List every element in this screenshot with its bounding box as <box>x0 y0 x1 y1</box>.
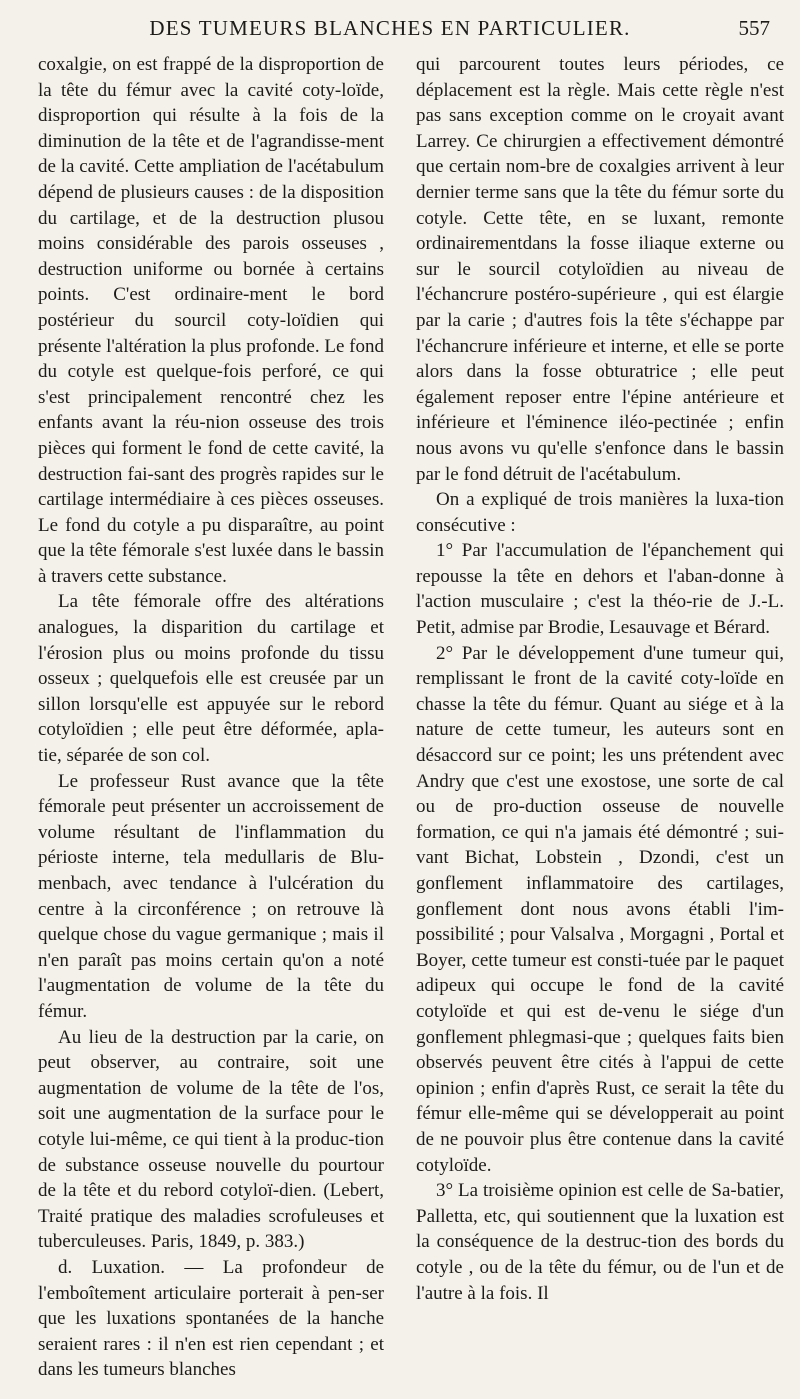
page-header <box>60 10 780 50</box>
paragraph: 1° Par l'accumulation de l'épanchement qui repousse la tête en dehors et l'aban-donne à l'action musculaire ; c'est la théo-rie de J.-L. Petit, admise par Brodie, Lesauvage et Bérard. <box>416 540 784 639</box>
paragraph: 2° Par le développement d'une tumeur qui, remplissant le front de la cavité coty-loïde en chasse la tête du fémur. Quant au siége et à la nature de cette tumeur, les auteurs sont en désaccord sur ce point; les uns prétendent avec Andry que c'est une exostose, une sorte de cal ou de pro-duction osseuse de nouvelle formation, ce qui n'a jamais été démontré ; sui-vant Bichat, Lobstein , Dzondi, c'est un gonflement inflammatoire des cartilages, gonflement dont nous avons établi l'im-possibilité ; pour Valsalva , Morgagni , Portal et Boyer, cette tumeur est consti-tuée par le paquet adipeux qui occupe le fond de la cavité cotyloïde et qui est de-venu le siége d'un gonflement phlegmasi-que ; quelques faits bien observés peuvent être cités à l'appui de cette opinion ; enfin d'après Rust, ce serait la tête du fémur elle-même qui se développerait au point de ne pouvoir plus être contenue dans la cavité cotyloïde. <box>416 642 784 1176</box>
paragraph: Au lieu de la destruction par la carie, on peut observer, au contraire, soit une augmentation de volume de la tête de l'os, soit une augmentation de la surface pour le cotyle lui-même, ce qui tient à la produc-tion de substance osseuse nouvelle du pourtour de la tête et du rebord cotyloï-dien. (Lebert, Traité pratique des maladies scrofuleuses et tuberculeuses. Paris, 1849, p. 383.) <box>38 1026 384 1253</box>
paragraph: 3° La troisième opinion est celle de Sa-batier, Palletta, etc, qui soutiennent que la luxation est la conséquence de la destruc-tion des bords du cotyle , ou de la tête du fémur, ou de l'un et de l'autre à la fois. Il <box>416 1180 784 1304</box>
right-column <box>416 52 784 1306</box>
paragraph: qui parcourent toutes leurs périodes, ce déplacement est la règle. Mais cette règle n'est pas sans exception comme on le croyait avant Larrey. Ce chirurgien a effectivement démontré que certain nom-bre de coxalgies arrivent à leur dernier terme sans que la tête du fémur sorte du cotyle. Cette tête, en se luxant, remonte ordinairementdans la fosse iliaque externe ou sur le sourcil cotyloïdien au niveau de l'échancrure postéro-supérieure , qui est élargie par la carie ; d'autres fois la tête s'échappe par l'échancrure inférieure et interne, et elle se porte alors dans la fosse obturatrice ; elle peut également reposer entre l'épine antérieure et inférieure et l'éminence iléo-pectinée ; enfin nous avons vu qu'elle s'enfonce dans le bassin par le fond détruit de l'acétabulum. <box>416 54 784 485</box>
paragraph: coxalgie, on est frappé de la disproportion de la tête du fémur avec la cavité coty-loïde, disproportion qui résulte à la fois de la diminution de la tête et de l'agrandisse-ment de la cavité. Cette ampliation de l'acétabulum dépend de plusieurs causes : de la disposition du cartilage, et de la destruction plusou moins considérable des parois osseuses , destruction uniforme ou bornée à certains points. C'est ordinaire-ment le bord postérieur du sourcil coty-loïdien qui présente l'altération la plus profonde. Le fond du cotyle est quelque-fois perforé, ce qui s'est principalement rencontré chez les enfants avant la réu-nion osseuse des trois pièces qui forment le fond de cette cavité, la destruction fai-sant des progrès rapides sur le cartilage intermédiaire à ces pièces osseuses. Le fond du cotyle a pu disparaître, au point que la tête fémorale s'est luxée dans le bassin à travers cette substance. <box>38 54 384 587</box>
paragraph: On a expliqué de trois manières la luxa-tion consécutive : <box>416 489 784 536</box>
paragraph: d. Luxation. — La profondeur de l'emboîtement articulaire porterait à pen-ser que les luxations spontanées de la hanche seraient rares : il n'en est rien cependant ; et dans les tumeurs blanches <box>38 1256 384 1381</box>
left-column <box>38 52 384 1383</box>
page-number: 557 <box>738 16 770 40</box>
paragraph: Le professeur Rust avance que la tête fémorale peut présenter un accroissement de volume résultant de l'inflammation du périoste interne, tela medullaris de Blu-menbach, avec tendance à l'ulcération du centre à la circonférence ; on retrouve là quelque chose du vague germanique ; mais il n'en paraît pas moins certain qu'on a noté l'augmentation de volume de la tête du fémur. <box>38 770 384 1022</box>
running-title: DES TUMEURS BLANCHES EN PARTICULIER. <box>149 16 631 40</box>
paragraph: La tête fémorale offre des altérations analogues, la disparition du cartilage et l'érosion plus ou moins profonde du tissu osseux ; quelquefois elle est creusée par un sillon lorsqu'elle est appuyée sur le rebord cotyloïdien ; elle peut être déformée, apla-tie, séparée de son col. <box>38 591 384 767</box>
